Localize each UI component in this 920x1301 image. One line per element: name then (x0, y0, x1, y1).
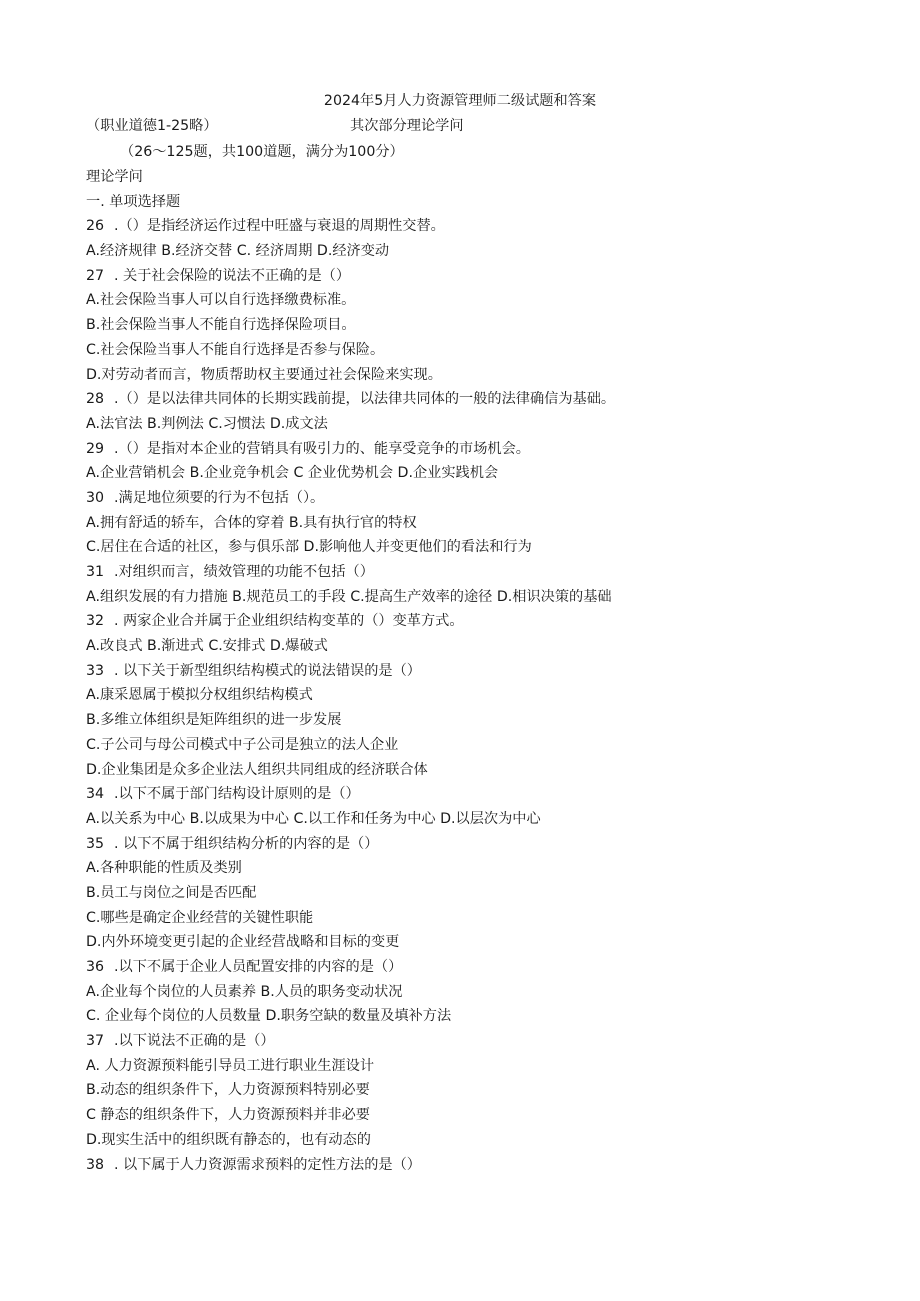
option-line: A.改良式 B.渐进式 C.安排式 D.爆破式 (86, 638, 328, 655)
question-text: .对组织而言，绩效管理的功能不包括（） (114, 564, 374, 580)
option-line: A.企业营销机会 B.企业竞争机会 C 企业优势机会 D.企业实践机会 (86, 465, 499, 482)
option-line: C.社会保险当事人不能自行选择是否参与保险。 (86, 341, 385, 358)
document-title: 2024年5月人力资源管理师二级试题和答案 (323, 93, 597, 109)
question-line (86, 1153, 886, 1178)
question-text: .（）是指经济运作过程中旺盛与衰退的周期性交替。 (114, 218, 445, 235)
question-line (86, 782, 886, 807)
option-line: B.动态的组织条件下，人力资源预料特别必要 (86, 1082, 370, 1099)
question-body (86, 165, 886, 1177)
option-line: A.组织发展的有力措施 B.规范员工的手段 C.提高生产效率的途径 D.相识决策的基础 (86, 588, 612, 605)
option-line: A.经济规律 B.经济交替 C. 经济周期 D.经济变动 (86, 243, 390, 260)
option-line: A.社会保险当事人可以自行选择缴费标准。 (86, 292, 356, 309)
question-text: .以下说法不正确的是（） (114, 1033, 275, 1050)
question-text: .以下不属于部门结构设计原则的是（） (114, 786, 360, 803)
question-line (86, 214, 886, 239)
question-text: . 两家企业合并属于企业组织结构变革的（）变革方式。 (114, 613, 464, 630)
option-line: A.拥有舒适的轿车，合体的穿着 B.具有执行官的特权 (86, 514, 417, 531)
option-line: B.多维立体组织是矩阵组织的进一步发展 (86, 712, 342, 729)
question-text: .（）是指对本企业的营销具有吸引力的、能享受竞争的市场机会。 (114, 440, 530, 457)
question-text: .以下不属于企业人员配置安排的内容的是（） (114, 959, 403, 975)
question-number: 27 (86, 267, 105, 284)
question-line (86, 609, 886, 634)
question-line (86, 832, 886, 857)
question-text: . 以下不属于组织结构分析的内容的是（） (114, 835, 379, 852)
option-line: A.企业每个岗位的人员素养 B.人员的职务变动状况 (86, 983, 403, 1000)
question-text: . 关于社会保险的说法不正确的是（） (114, 267, 351, 284)
question-text: .满足地位须要的行为不包括（）。 (114, 489, 325, 506)
question-number: 34 (86, 786, 105, 803)
question-number: 30 (86, 489, 105, 506)
question-number: 36 (86, 959, 105, 975)
question-line (86, 955, 886, 980)
ethics-note: （职业道德1-25略） (86, 118, 218, 134)
question-line (86, 560, 886, 585)
question-line (86, 387, 886, 412)
question-text: . 以下属于人力资源需求预料的定性方法的是（） (114, 1156, 421, 1173)
question-line (86, 659, 886, 684)
option-line: C.哪些是确定企业经营的关键性职能 (86, 909, 314, 926)
question-scope: （26〜125题，共100道题，满分为100分） (120, 144, 404, 160)
option-line: C. 企业每个岗位的人员数量 D.职务空缺的数量及填补方法 (86, 1008, 452, 1025)
question-number: 28 (86, 391, 105, 408)
option-line: A.各种职能的性质及类别 (86, 860, 242, 877)
question-line (86, 264, 886, 289)
option-line: A. 人力资源预料能引导员工进行职业生涯设计 (86, 1057, 375, 1074)
option-line: A.以关系为中心 B.以成果为中心 C.以工作和任务为中心 D.以层次为中心 (86, 810, 541, 827)
subsection-heading: 一. 单项选择题 (86, 193, 181, 210)
question-number: 31 (86, 564, 105, 580)
option-line: D.企业集团是众多企业法人组织共同组成的经济联合体 (86, 761, 428, 778)
question-number: 35 (86, 835, 105, 852)
option-line: D.内外环境变更引起的企业经营战略和目标的变更 (86, 934, 400, 951)
option-line: D.对劳动者而言，物质帮助权主要通过社会保险来实现。 (86, 366, 442, 383)
question-line (86, 486, 886, 511)
option-line: C 静态的组织条件下，人力资源预料并非必要 (86, 1107, 370, 1124)
question-number: 29 (86, 440, 105, 457)
question-number: 26 (86, 218, 105, 235)
option-line: B.社会保险当事人不能自行选择保险项目。 (86, 317, 356, 334)
option-line: A.法官法 B.判例法 C.习惯法 D.成文法 (86, 415, 328, 432)
question-number: 37 (86, 1033, 105, 1050)
question-number: 38 (86, 1156, 105, 1173)
part-heading: 其次部分理论学问 (350, 118, 464, 134)
section-heading: 理论学问 (86, 169, 143, 185)
question-number: 32 (86, 613, 105, 630)
option-line: D.现实生活中的组织既有静态的，也有动态的 (86, 1131, 371, 1148)
option-line: C.子公司与母公司模式中子公司是独立的法人企业 (86, 736, 399, 753)
question-line (86, 1029, 886, 1054)
question-text: . 以下关于新型组织结构模式的说法错误的是（） (114, 662, 421, 679)
option-line: B.员工与岗位之间是否匹配 (86, 884, 257, 901)
question-text: .（）是以法律共同体的长期实践前提，以法律共同体的一般的法律确信为基础。 (114, 391, 616, 408)
question-line (86, 437, 886, 462)
option-line: C.居住在合适的社区，参与俱乐部 D.影响他人并变更他们的看法和行为 (86, 539, 532, 556)
question-number: 33 (86, 662, 105, 679)
option-line: A.康采恩属于模拟分权组织结构模式 (86, 687, 313, 704)
